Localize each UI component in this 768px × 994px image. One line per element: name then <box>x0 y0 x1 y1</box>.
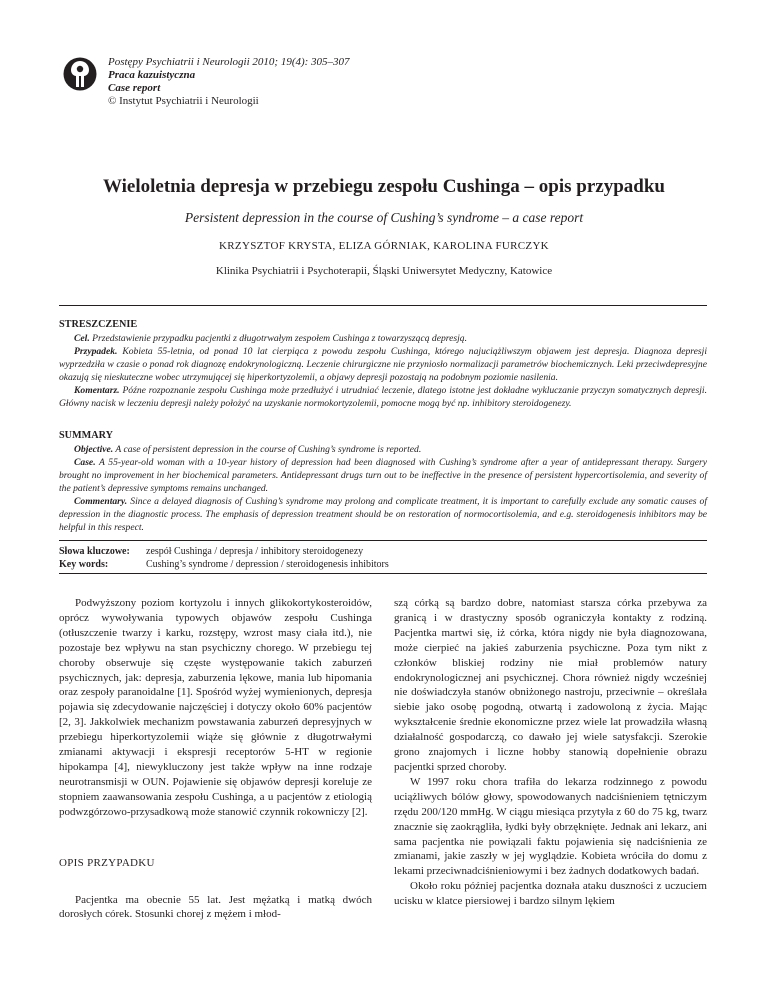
body-paragraph: Pacjentka ma obecnie 55 lat. Jest mężatką i matką dwóch dorosłych córek. Stosunki chorej z mężem i młod- <box>59 893 372 921</box>
keywords <box>59 545 389 571</box>
article-subtitle: Persistent depression in the course of Cushing’s syndrome – a case report <box>184 210 584 225</box>
abstract-pl-heading: STRESZCZENIE <box>59 319 138 330</box>
abstract-en-commentary: Commentary. Since a delayed diagnosis of Cushing’s syndrome may prolong and complicate treatment, it is important to carefully exclude any somatic causes of depression in the diagnostic process. The emphasis of depression treatment should be on restoration of normocortisolemia, and e.g. steroidogenesis inhibitors may be helpful in this respect. <box>59 496 708 533</box>
abstract-pl-aim: Cel. Przedstawienie przypadku pacjentki z długotrwałym zespołem Cushinga z towarzyszącą depresją. <box>74 333 467 344</box>
abstract-pl <box>59 318 707 410</box>
body-paragraph: Podwyższony poziom kortyzolu i innych glikokortykosteroidów, oprócz wywoływania typowych objawów zespołu Cushinga (otłuszczenie twarzy i karku, rozstępy, wzrost masy ciała itd.), nie pozostaje bez wpływu na stan psychiczny chorego. W przebiegu tej choroby obserwuje się częste występowanie takich zaburzeń psychicznych, jak: depresja, zaburzenia lękowe, mania lub hipomania oraz zespoły paranoidalne [1]. Spośród wyżej wymienionych, depresja pojawia się zdecydowanie najczęściej i dotyczy około 60% pacjentów [2, 3]. Jakkolwiek mechanizm powstawania zaburzeń depresyjnych w przebiegu hiperkortyzolemii wiąże się głównie z długotrwałymi zmianami aktywacji i ekspresji receptorów 5-HT w regionie hipokampa [4], niewykluczony jest także wpływ na inne rodzaje neurotransmisji w OUN. Pojawienie się objawów depresji koreluje ze stopniem zaawansowania zespołu Cushinga, a u pacjentów z etiologią podwzgórzowo-przysadkową może stanowić czynnik rokowniczy [2]. <box>59 597 372 818</box>
keywords-en-label: Key words: <box>59 559 109 570</box>
body-paragraph: szą córką są bardzo dobre, natomiast starsza córka przebywa za granicą i w drastyczny sposób ograniczyła kontakty z rodziną. Pacjentka martwi się, iż córka, która nigdy nie była diagnozowana, może cierpieć na jakieś zaburzenia psychiczne. Poza tym nikt z członków bliskiej rodziny nie miał problemów natury endokrynologicznej ani psychicznej. Chora również nigdy wcześniej nie doświadczyła stanów obniżonego nastroju, przeciwnie – określała siebie jako osobę pogodną, otwartą i zadowoloną z życia. Mając wykształcenie średnie ekonomiczne przez wiele lat prowadziła własną działalność gospodarczą, co dawało jej wiele satysfakcji. Szerokie grono znajomych i liczne hobby stanowią dopełnienie obrazu pacjentki sprzed choroby. <box>394 597 707 773</box>
abstract-pl-case: Przypadek. Kobieta 55-letnia, od ponad 10 lat cierpiąca z powodu zespołu Cushinga, którego najuciążliwszym objawem jest depresja. Diagnoza depresji wyprzedziła w czasie o ponad rok diagnozę endokrynologiczną. Leczenie chirurgiczne nie przyniosło normalizacji parametrów biochemicznych. Leki przeciwdepresyjne okazują się nieskuteczne wobec utrzymującej się hiperkortyzolemii, a objawy depresji pozostają na podobnym poziomie nasilenia. <box>59 346 707 383</box>
body-paragraph: W 1997 roku chora trafiła do lekarza rodzinnego z powodu uciążliwych bólów głowy, spowodowanych nadciśnieniem tętniczym rzędu 200/120 mmHg. W ciągu miesiąca przytyła z 60 do 75 kg, twarz znacznie się zaokrągliła, łydki były obrzęknięte. Jednak ani lekarz, ani sama pacjentka nie powiązali faktu pojawienia się nadciśnienia ze zmianami, jakie zaszły w jej wyglądzie. Kobieta wróciła do domu z lekami przeciwnadciśnieniowymi i bez żadnych dodatkowych badań. <box>394 775 707 878</box>
abstract-pl-comment: Komentarz. Późne rozpoznanie zespołu Cushinga może przedłużyć i utrudniać leczenie, dlatego istotne jest dokładne wykluczanie przyczyn somatycznych depresji. Główny nacisk w leczeniu depresji należy położyć na uzyskanie normokortyzolemii, pomocne mogą być np. inhibitory steroidogenezy. <box>59 385 707 409</box>
keywords-en: Cushing’s syndrome / depression / steroidogenesis inhibitors <box>146 559 389 570</box>
journal-header <box>108 56 350 108</box>
authors: KRZYSZTOF KRYSTA, ELIZA GÓRNIAK, KAROLINA FURCZYK <box>219 240 549 252</box>
copyright: © Instytut Psychiatrii i Neurologii <box>108 95 259 107</box>
body-left-column <box>59 596 372 922</box>
keywords-pl: zespół Cushinga / depresja / inhibitory steroidogenezy <box>146 546 364 557</box>
journal-citation: Postępy Psychiatrii i Neurologii 2010; 19(4): 305–307 <box>108 56 350 68</box>
article-type-en: Case report <box>108 82 161 94</box>
abstract-en <box>59 429 707 534</box>
article-type-pl: Praca kazuistyczna <box>108 69 196 81</box>
publisher-logo-icon <box>63 57 97 91</box>
keywords-top-rule <box>59 540 707 541</box>
body-right-column <box>394 596 707 909</box>
keywords-bottom-rule <box>59 573 707 574</box>
abstract-en-objective: Objective. A case of persistent depression in the course of Cushing’s syndrome is reported. <box>74 444 422 455</box>
article-title: Wieloletnia depresja w przebiegu zespołu Cushinga – opis przypadku <box>103 176 665 197</box>
keywords-pl-label: Słowa kluczowe: <box>59 546 130 557</box>
affiliation: Klinika Psychiatrii i Psychoterapii, Śląski Uniwersytet Medyczny, Katowice <box>215 265 553 277</box>
section-heading: OPIS PRZYPADKU <box>59 856 155 869</box>
body-paragraph: Około roku później pacjentka doznała ataku duszności z uczuciem ucisku w klatce piersiowej i bardzo silnym lękiem <box>394 880 707 908</box>
abstract-en-heading: SUMMARY <box>59 430 113 441</box>
top-rule <box>59 305 707 306</box>
abstract-en-case: Case. A 55-year-old woman with a 10-year history of depression had been diagnosed with Cushing’s syndrome after a year of antidepressant therapy. Surgery brought no improvement in her biochemical parameters. Antidepressant drugs turn out to be ineffective in the presence of persistent hypercortisolemia, and severity of the patient’s depressive symptoms remains unchanged. <box>59 457 707 494</box>
